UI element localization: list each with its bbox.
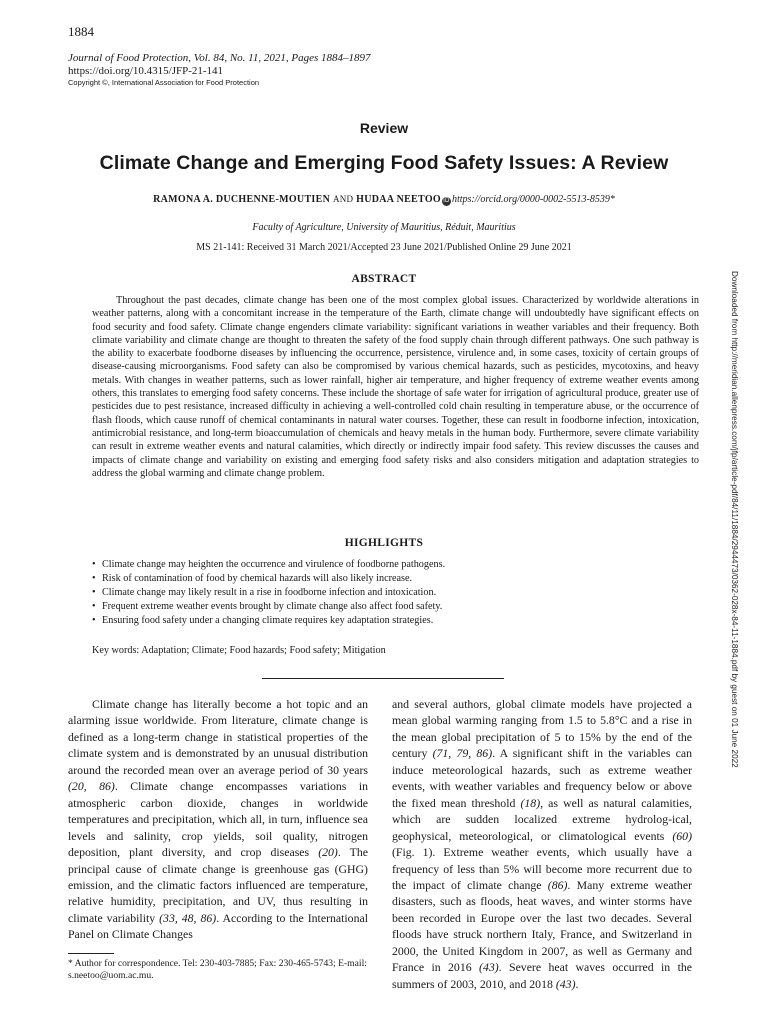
highlight-item: • Ensuring food safety under a changing climate requires key adaptation strategies. [92,614,702,628]
citation-link[interactable]: (60) [672,828,692,843]
abstract-heading: ABSTRACT [351,273,417,285]
abstract-text: Throughout the past decades, climate change has been one of the most complex global issues. Characterized by worldwide alterations in weather patterns, along with a concomitant increase in the temperature of the Earth, climate change will undoubtedly have significant effects on food security and food safety. Climate change engenders climate variability: significant variations in weather variables and their frequency. Both climate variability and climate change are thought to threaten the safety of the food supply chain through different pathways. One such pathway is the ability to exacerbate foodborne diseases by influencing the occurrence, persistence, virulence and, in some cases, toxicity of certain groups of disease-causing microorganisms. Food safety can also be compromised by various chemical hazards, such as pesticides, mycotoxins, and heavy metals. With changes in weather patterns, such as lower rainfall, higher air temperature, and higher frequency of extreme weather events among others, this translates to emerging food safety concerns. These include the shortage of safe water for irrigation of agricultural produce, greater use of pesticides due to pest resistance, increased difficulty in achieving a well-controlled cold chain resulting in temperature abuse, or the occurrence of flash floods, which cause runoff of chemical contaminants in natural water courses. Together, these can result in foodborne infection, intoxication, antimicrobial resistance, and long-term bioaccumulation of chemicals and heavy metals in the human body. Furthermore, severe climate variability can result in extreme weather events and natural calamities, which directly or indirectly impair food safety. This review discusses the causes and impacts of climate change and variability on existing and emerging food safety risks and also considers mitigation and adaptation strategies to address the global warming and climate change problem. [92,295,699,479]
body-text: , as well as natural calamities, which are sudden localized extreme hydrolog-ical, geophysical, meteorological, or climatological events [392,795,693,843]
body-text: . A significant shift in the variables can induce meteorological hazards, such as extreme weather events, with weather variables and frequency below or above the fixed mean threshold [392,746,692,810]
citation-link[interactable]: (43) [479,960,499,975]
body-text: . According to the International Panel on Climate Changes [68,910,368,942]
citation-link[interactable]: (33, 48, 86) [159,910,217,925]
body-text: and several authors, global climate models have projected a mean global warming ranging from 1.5 to 5.8°C and a rise in the mean global precipitation of 5 to 15% by the end of the century [392,697,692,761]
highlights-list [92,558,702,628]
journal-citation: Journal of Food Protection, Vol. 84, No. 11, 2021, Pages 1884–1897 [68,52,371,64]
author-name: RAMONA A. DUCHENNE-MOUTIEN [153,194,331,205]
highlight-item: • Climate change may heighten the occurrence and virulence of foodborne pathogens. [92,558,702,572]
highlights-heading: HIGHLIGHTS [344,537,424,549]
keywords: Key words: Adaptation; Climate; Food hazards; Food safety; Mitigation [92,645,386,656]
body-text: . Many extreme weather disasters, such as floods, heat waves, and winter storms have been recorded in Europe over the last two decades. Several floods have struck northern Italy, France, and Switzerland in 2000, the United Kingdom in 2007, as well as Germany and France in 2016 [392,877,692,975]
download-sidebar: Downloaded from http://meridian.allenpress.com/jfp/article-pdf/84/11/1884/2944473/0362-028x-84-11-1884.pdf by guest on 01 June 2022 [730,271,739,768]
highlight-item: • Climate change may likely result in a rise in foodborne infection and intoxication. [92,586,702,600]
body-column-right [392,696,692,992]
affiliation: Faculty of Agriculture, University of Mauritius, Réduit, Mauritius [252,222,516,233]
highlight-item: • Risk of contamination of food by chemical hazards will also likely increase. [92,572,702,586]
page-number: 1884 [68,24,94,39]
orcid-icon[interactable]: iD [443,198,450,204]
manuscript-info: MS 21-141: Received 31 March 2021/Accepted 23 June 2021/Published Online 29 June 2021 [196,242,572,253]
citation-link[interactable]: (71, 79, 86) [432,746,493,761]
section-label: Review [359,120,409,136]
citation-link[interactable]: (86) [547,877,568,892]
author-name: HUDAA NEETOO [356,194,441,205]
citation-link[interactable]: (20) [318,845,338,860]
copyright-notice: Copyright ©, International Association for Food Protection [68,78,260,87]
doi-link[interactable]: https://doi.org/10.4315/JFP-21-141 [68,65,224,77]
body-text: . The principal cause of climate change is greenhouse gas (GHG) emission, and the climatic factors influenced are temperature, relative humidity, precipitation, and UV, thus resulting in climate variability [68,845,368,925]
citation-link[interactable]: (43) [555,976,576,991]
orcid-link[interactable]: https://orcid.org/0000-0002-5513-8539* [451,194,615,205]
body-text: (Fig. 1). Extreme weather events, which usually have a frequency of less than 5% will become more recurrent due to the impact of climate change [392,845,692,892]
footnote: * Author for correspondence. Tel: 230-403-7885; Fax: 230-465-5743; E-mail: s.neetoo@uom.ac.mu. [68,958,367,981]
highlight-item: • Frequent extreme weather events brought by climate change also affect food safety. [92,600,702,614]
section-divider [262,678,504,679]
body-text: . Climate change encompasses variations in atmospheric carbon dioxide, changes in worldwide temperatures and precipitation, which all, in turn, influence sea levels and salinity, crop yields, soil quality, nitrogen deposition, plant diversity, and crop diseases [68,779,368,860]
author-line [0,194,768,206]
body-column-left [68,696,368,943]
citation-link[interactable]: (18) [520,795,541,810]
body-text: . [575,976,579,991]
body-text: . Severe heat waves occurred in the summers of 2003, 2010, and 2018 [392,960,692,991]
author-conjunction: AND [332,194,354,204]
body-text: Climate change has literally become a hot topic and an alarming issue worldwide. From literature, climate change is defined as a long-term change in statistical properties of the climate system and is demonstrated by an unusual distribution around the recorded mean over an average period of 30 years [68,697,368,777]
footnote-divider [68,953,114,954]
citation-link[interactable]: (20, 86) [68,779,115,794]
article-title: Climate Change and Emerging Food Safety Issues: A Review [99,152,669,174]
